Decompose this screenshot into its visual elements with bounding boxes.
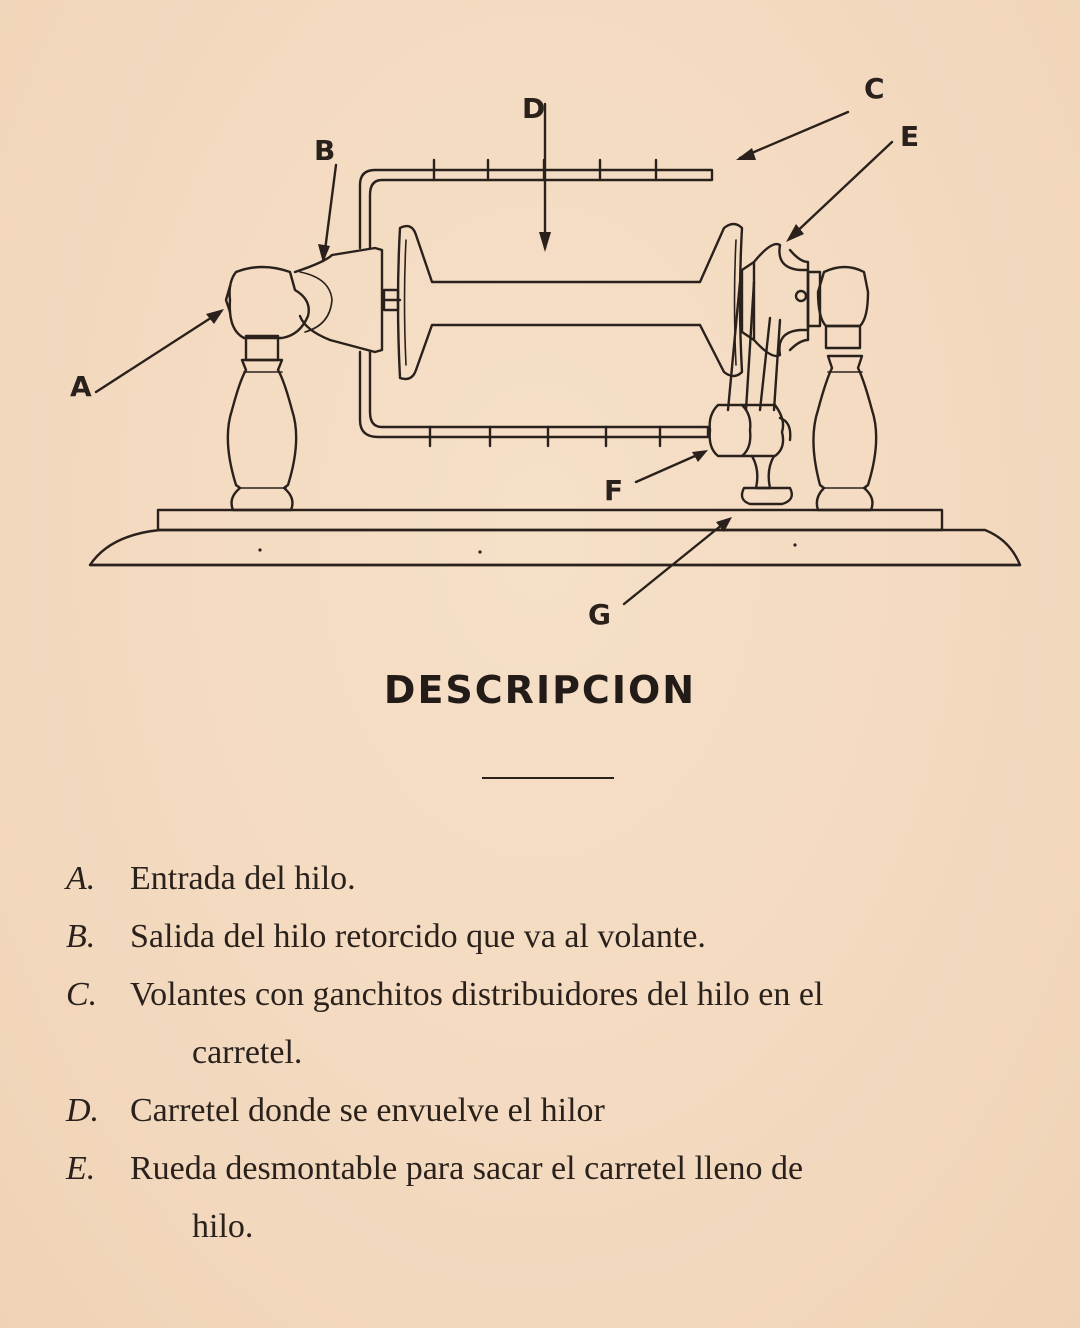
label-d: D [522, 92, 546, 125]
label-e: E [900, 120, 920, 153]
item-letter: C. [66, 976, 98, 1013]
list-item-c [66, 966, 1026, 1082]
left-post [226, 248, 382, 510]
label-f: F [604, 474, 624, 507]
label-c: C [864, 72, 885, 105]
item-text: Entrada del hilo. [130, 860, 356, 897]
right-post [813, 267, 876, 510]
item-letter: A. [66, 860, 96, 897]
item-text: Volantes con ganchitos distribuidores del hilo en el [130, 976, 824, 1013]
list-item-e [66, 1140, 1026, 1256]
item-letter: E. [66, 1150, 96, 1187]
item-text-continued: carretel. [192, 1034, 303, 1071]
belt-pulley-f [710, 282, 792, 504]
bobbin [398, 224, 742, 379]
list-item-d [66, 1082, 1026, 1140]
list-item-b [66, 908, 1026, 966]
divider [482, 777, 614, 779]
item-text-continued: hilo. [192, 1208, 254, 1245]
label-b: B [314, 134, 336, 167]
flyer [360, 160, 712, 446]
label-a: A [70, 370, 92, 403]
item-letter: B. [66, 918, 96, 955]
description-list [66, 850, 1026, 1256]
item-text: Carretel donde se envuelve el hilor [130, 1092, 605, 1129]
item-text: Rueda desmontable para sacar el carretel lleno de [130, 1150, 804, 1187]
base [90, 510, 1020, 565]
item-letter: D. [66, 1092, 100, 1129]
list-item-a [66, 850, 1026, 908]
item-text: Salida del hilo retorcido que va al volante. [130, 918, 706, 955]
label-g: G [588, 598, 611, 631]
page-title: DESCRIPCION [383, 668, 697, 712]
spinning-machine-illustration [0, 0, 1080, 640]
